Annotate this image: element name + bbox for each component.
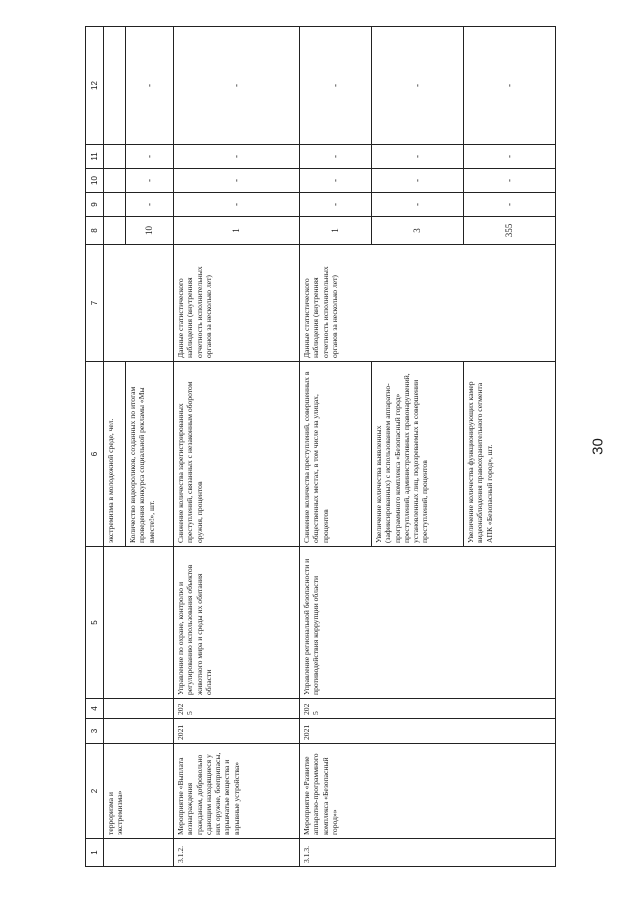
value-cell: - [126,169,174,193]
end-year-cell [104,699,174,719]
header-cell: 3 [86,719,104,744]
header-cell: 8 [86,217,104,245]
table-row [104,27,126,867]
start-year-cell: 2021 [174,719,300,744]
value-cell: - [372,193,464,217]
header-cell: 2 [86,744,104,839]
value-cell [104,145,126,169]
header-cell: 4 [86,699,104,719]
source-cell [104,245,174,362]
value-cell: 355 [464,217,556,245]
indicator-cell: Снижение количества зарегистрированных преступлений, связанных с незаконным оборотом оружия, процентов [174,362,300,547]
table-row [300,27,372,867]
value-cell: 1 [300,217,372,245]
indicator-cell: Количество видеороликов, созданных по итогам проведения конкурса социальной рекламы «Мы вместе!», шт. [126,362,174,547]
value-cell: 1 [174,217,300,245]
table-header-row [86,27,104,867]
measure-number-cell: 3.1.2. [174,839,300,867]
value-cell: - [126,27,174,145]
header-cell: 7 [86,245,104,362]
indicator-cell: Увеличение количества функционирующих камер видеонаблюдения правоохранительного сегмента АПК «Безопасный город», шт. [464,362,556,547]
value-cell: 10 [126,217,174,245]
value-cell: - [174,27,300,145]
measure-name-cell: терроризма и экстремизма» [104,744,174,839]
responsible-cell: Управление региональной безопасности и противодействия коррупции области [300,547,556,699]
measure-name-cell: Мероприятие «Развитие аппаратно-программного комплекса «Безопасный город»» [300,744,556,839]
end-year-cell: 2025 [174,699,300,719]
value-cell [104,27,126,145]
page-number: 30 [589,438,607,455]
value-cell: - [464,145,556,169]
program-measures-table [85,26,556,867]
value-cell [104,217,126,245]
value-cell: - [300,27,372,145]
value-cell: - [300,193,372,217]
value-cell: - [300,145,372,169]
indicator-cell: Снижение количества преступлений, совершенных в общественных местах, в том числе на улицах, процентов [300,362,372,547]
start-year-cell [104,719,174,744]
table-row [174,27,300,867]
header-cell: 9 [86,193,104,217]
measure-number-cell [104,839,174,867]
header-cell: 6 [86,362,104,547]
responsible-cell [104,547,174,699]
value-cell: - [372,169,464,193]
value-cell: - [464,193,556,217]
value-cell: 3 [372,217,464,245]
value-cell: - [174,145,300,169]
value-cell: - [174,169,300,193]
header-cell: 11 [86,145,104,169]
indicator-cell: Увеличение количества выявленных (зафиксированных) с использованием аппаратно-программного комплекса «Безопасный город» преступлений, административных правонарушений, установленных лиц, подозреваемых в совершении преступлений, процентов [372,362,464,547]
value-cell: - [464,169,556,193]
measure-number-cell: 3.1.3. [300,839,556,867]
measure-name-cell: Мероприятие «Выплата вознаграждения гражданам, добровольно сдающим находящиеся у них оружие, боеприпасы, взрывчатые вещества и взрывные устройства» [174,744,300,839]
value-cell: - [372,145,464,169]
value-cell: - [372,27,464,145]
value-cell: - [126,145,174,169]
source-cell: Данные статистического наблюдения (внутренняя отчетность исполнительных органов за несколько лет) [300,245,556,362]
header-cell: 1 [86,839,104,867]
indicator-cell: экстремизма в молодежной среде, чел. [104,362,126,547]
responsible-cell: Управление по охране, контролю и регулированию использования объектов животного мира и среды их обитания области [174,547,300,699]
value-cell: - [174,193,300,217]
value-cell [104,193,126,217]
rotated-table-container [85,27,555,867]
end-year-cell: 2025 [300,699,556,719]
start-year-cell: 2021 [300,719,556,744]
header-cell: 5 [86,547,104,699]
value-cell [104,169,126,193]
value-cell: - [300,169,372,193]
header-cell: 12 [86,27,104,145]
header-cell: 10 [86,169,104,193]
source-cell: Данные статистического наблюдения (внутренняя отчетность исполнительных органов за несколько лет) [174,245,300,362]
value-cell: - [126,193,174,217]
value-cell: - [464,27,556,145]
